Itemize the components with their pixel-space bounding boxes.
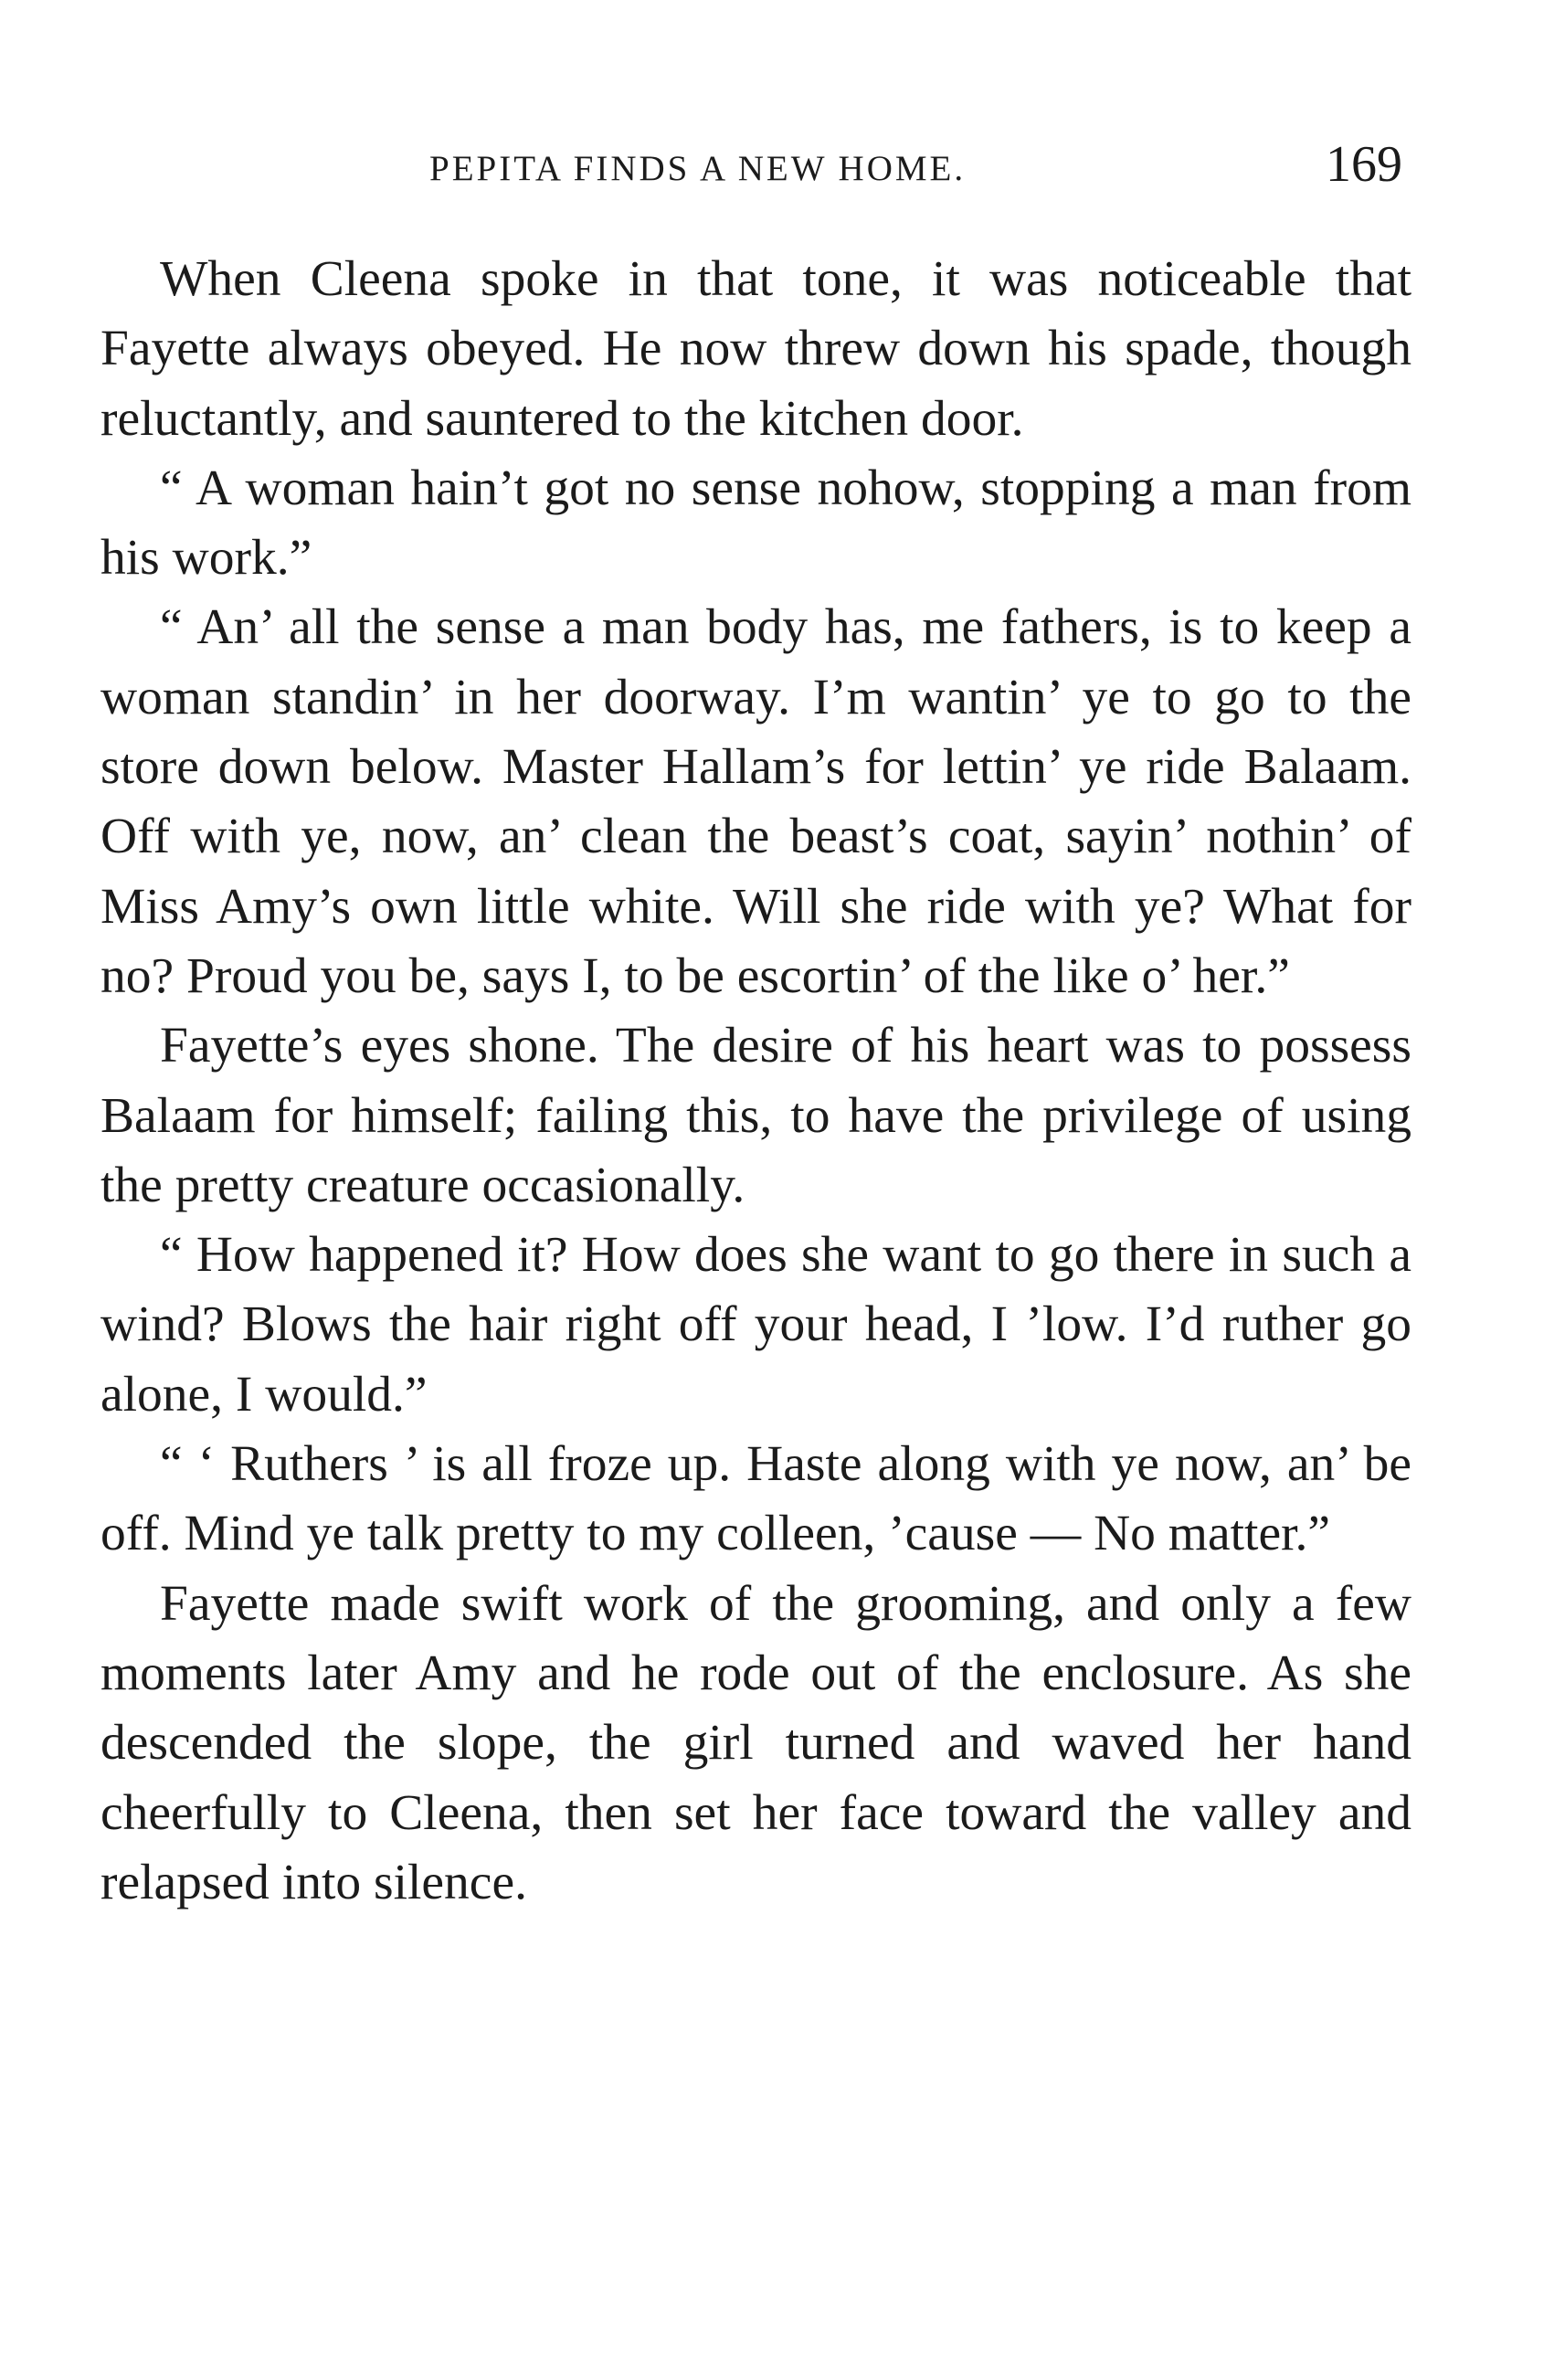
paragraph: Fayette’s eyes shone. The desire of his heart was to possess Balaam for himself; failing this, to have the privilege of using the pretty creature occasionally.: [100, 1018, 1411, 1213]
paragraph: When Cleena spoke in that tone, it was noticeable that Fayette always obeyed. He now threw down his spade, though reluctantly, and sauntered to the kitchen door.: [100, 251, 1411, 447]
paragraph: “ An’ all the sense a man body has, me fathers, is to keep a woman standin’ in her doorway. I’m wantin’ ye to go to the store down below. Master Hallam’s for lettin’ ye ride Balaam. Off with ye, now, an’ clean the beast’s coat, sayin’ nothin’ of Miss Amy’s own little white. Will she ride with ye? What for no? Proud you be, says I, to be escortin’ of the like o’ her.”: [100, 599, 1411, 1004]
running-head: [100, 137, 1411, 201]
paragraph: “ How happened it? How does she want to go there in such a wind? Blows the hair right off your head, I ’low. I’d ruther go alone, I would.”: [100, 1227, 1411, 1423]
paragraph: “ A woman hain’t got no sense nohow, stopping a man from his work.”: [100, 460, 1411, 587]
paragraph: “ ‘ Ruthers ’ is all froze up. Haste along with ye now, an’ be off. Mind ye talk pretty to my colleen, ’cause — No matter.”: [100, 1436, 1411, 1562]
running-head-title: PEPITA FINDS A NEW HOME.: [429, 149, 967, 188]
page-number: 169: [1326, 136, 1402, 193]
paragraph: Fayette made swift work of the grooming, and only a few moments later Amy and he rode out of the enclosure. As she descended the slope, the girl turned and waved her hand cheerfully to Cleena, then set her face toward the valley and relapsed into silence.: [100, 1575, 1411, 1910]
book-page: [100, 0, 1411, 2380]
body-text: [100, 245, 1411, 1918]
